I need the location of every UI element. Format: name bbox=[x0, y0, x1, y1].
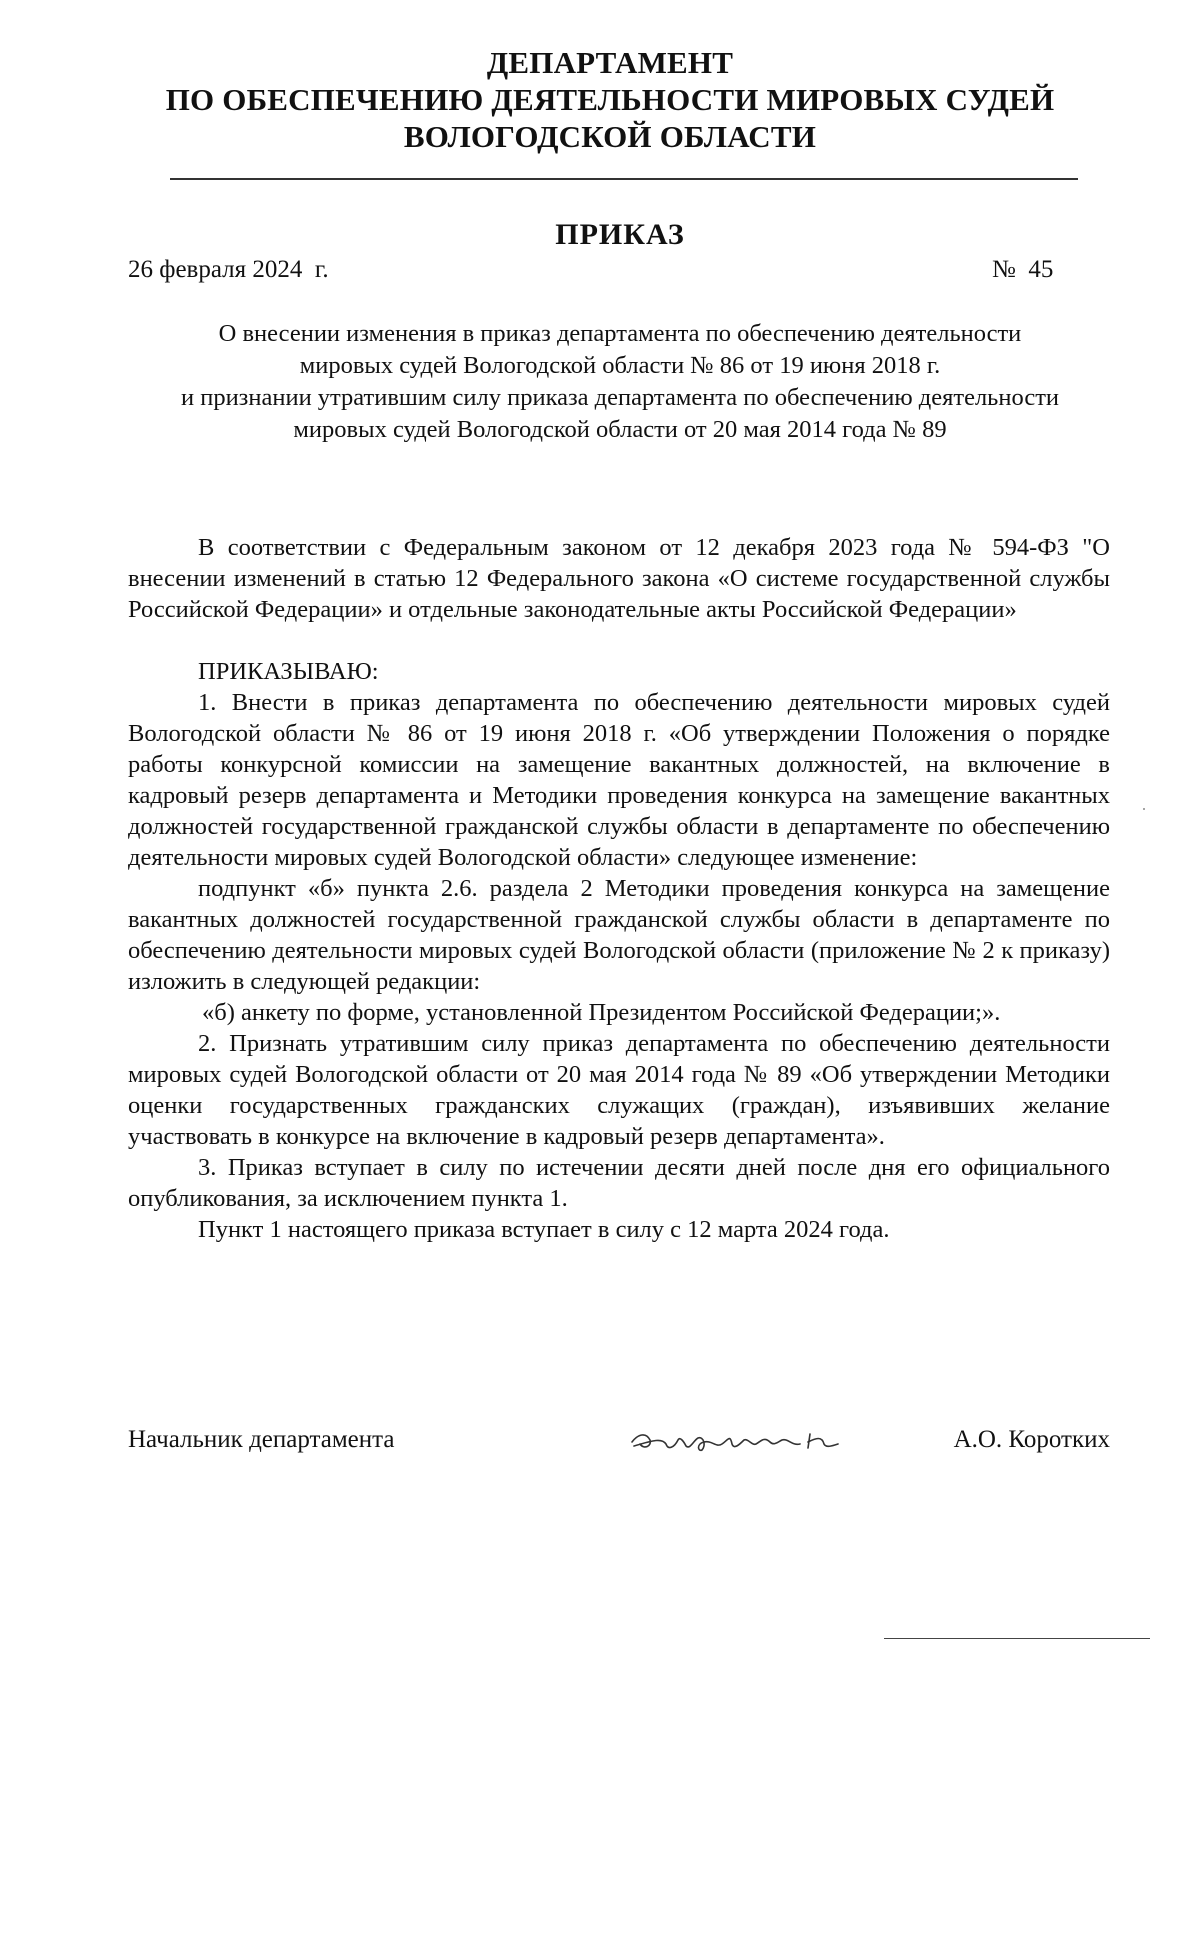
header-divider bbox=[170, 178, 1078, 180]
subject-line-4: мировых судей Вологодской области от 20 мая 2014 года № 89 bbox=[293, 416, 947, 443]
document-body bbox=[128, 532, 1110, 1245]
header-line-3: ВОЛОГОДСКОЙ ОБЛАСТИ bbox=[403, 119, 817, 154]
item-3-paragraph: 3. Приказ вступает в силу по истечении десяти дней после дня его официального опубликования, за исключением пункта 1. bbox=[128, 1154, 1110, 1212]
signatory-position: Начальник департамента bbox=[128, 1426, 395, 1453]
document-number: № 45 bbox=[992, 256, 1054, 283]
document-subject bbox=[120, 318, 1120, 446]
signature-block bbox=[128, 1426, 1110, 1466]
preamble-paragraph: В соответствии с Федеральным законом от 12 декабря 2023 года № 594-ФЗ "О внесении изменений в статью 12 Федерального закона «О системе государственной службы Российской Федерации» и отдельные законодательные акты Российской Федерации» bbox=[128, 534, 1110, 623]
header-line-1: ДЕПАРТАМЕНТ bbox=[486, 45, 734, 80]
handwritten-signature bbox=[624, 1420, 864, 1460]
subject-line-2: мировых судей Вологодской области № 86 от 19 июня 2018 г. bbox=[299, 352, 941, 379]
document-date: 26 февраля 2024 г. bbox=[128, 256, 329, 283]
department-header bbox=[150, 44, 1070, 155]
item-3-note-paragraph: Пункт 1 настоящего приказа вступает в силу с 12 марта 2024 года. bbox=[198, 1216, 890, 1243]
scan-speck bbox=[1143, 808, 1145, 810]
footer-rule bbox=[884, 1638, 1150, 1639]
item-1-b-paragraph: «б) анкету по форме, установленной Президентом Российской Федерации;». bbox=[202, 999, 1001, 1026]
item-1-paragraph: 1. Внести в приказ департамента по обеспечению деятельности мировых судей Вологодской области № 86 от 19 июня 2018 г. «Об утверждении Положения о порядке работы конкурсной комиссии на замещение вакантных должностей, на включение в кадровый резерв департамента и Методики проведения конкурса на замещение вакантных должностей государственной гражданской службы области в департаменте по обеспечению деятельности мировых судей Вологодской области» следующее изменение: bbox=[128, 689, 1110, 871]
subject-line-3: и признании утратившим силу приказа департамента по обеспечению деятельности bbox=[180, 384, 1060, 411]
signatory-name: А.О. Коротких bbox=[953, 1426, 1110, 1453]
header-line-2: ПО ОБЕСПЕЧЕНИЮ ДЕЯТЕЛЬНОСТИ МИРОВЫХ СУДЕЙ bbox=[165, 82, 1055, 117]
item-1-sub-paragraph: подпункт «б» пункта 2.6. раздела 2 Методики проведения конкурса на замещение вакантных должностей государственной гражданской службы области в департаменте по обеспечению деятельности мировых судей Вологодской области (приложение № 2 к приказу) изложить в следующей редакции: bbox=[128, 875, 1110, 995]
subject-line-1: О внесении изменения в приказ департамента по обеспечению деятельности bbox=[218, 320, 1022, 347]
document-title: ПРИКАЗ bbox=[555, 218, 685, 251]
item-2-paragraph: 2. Признать утратившим силу приказ департамента по обеспечению деятельности мировых судей Вологодской области от 20 мая 2014 года № 89 «Об утверждении Методики оценки государственных гражданских служащих (граждан), изъявивших желание участвовать в конкурсе на включение в кадровый резерв департамента». bbox=[128, 1030, 1110, 1150]
order-word: ПРИКАЗЫВАЮ: bbox=[198, 658, 379, 685]
